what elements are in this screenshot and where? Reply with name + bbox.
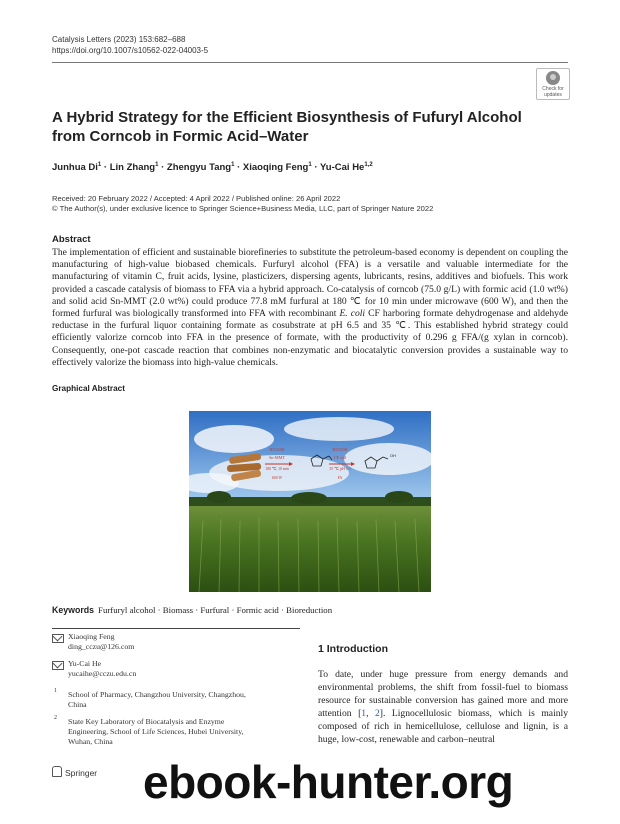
citation-link[interactable]: 1 (361, 708, 367, 720)
footnote-rule (52, 628, 300, 629)
step1-label-mid: Sn-MMT (269, 455, 285, 460)
update-icon (546, 71, 560, 85)
affiliation-line: Engineering, School of Life Sciences, Hubei University, (68, 727, 244, 736)
step2-label-mid: CF cell (333, 455, 347, 460)
intro-part-a: To date, under huge pressure from energy demands and environmental problems, the shift from fossil-fuel to biomass resource for sustainable conversion has gained more and more attention [ (318, 669, 568, 720)
journal-citation: Catalysis Letters (2023) 153:682–688 (52, 35, 186, 44)
header-rule (52, 62, 568, 63)
step2-label-top: HCOOH (332, 447, 348, 452)
author-list: Junhua $Di^1$ · Lin Zhang$^1$ · Zhengyu Tang$^1$ · Xiaoqing Feng$^1$ · Yu-Cai He$^{1,2}$ (52, 162, 373, 174)
cloud (194, 425, 274, 453)
contact-email[interactable]: yucaihe@cczu.edu.cn (68, 669, 137, 678)
watermark: ebook-hunter.org (143, 756, 514, 808)
check-for-updates-badge[interactable] (536, 68, 570, 100)
author-aff: 1 (308, 162, 312, 168)
tree (291, 492, 327, 504)
abstract-organism: E. coli (339, 308, 366, 320)
envelope-icon (52, 634, 64, 643)
dates-line: Received: 20 February 2022 / Accepted: 4 April 2022 / Published online: 26 April 2022 (52, 194, 341, 203)
badge-line1: Check for (542, 86, 564, 92)
affiliation-text (68, 717, 244, 747)
keywords-line (52, 605, 332, 615)
affiliation-line: China (68, 700, 87, 709)
publisher-mark (52, 766, 97, 778)
section-heading-introduction: 1 Introduction (318, 643, 388, 655)
field (189, 506, 431, 592)
tree (207, 491, 231, 503)
affiliation-line: State Key Laboratory of Biocatalysis and Enzyme (68, 717, 225, 726)
author-name[interactable]: Junhua Di (52, 162, 98, 174)
contact-email[interactable]: ding_cczu@126.com (68, 642, 135, 651)
journal-info (52, 34, 208, 56)
author-aff: 1 (155, 162, 159, 168)
product-oh-label: OH (390, 453, 396, 458)
cloud (284, 417, 394, 441)
author-name[interactable]: Lin Zhang (109, 162, 156, 174)
springer-logo-icon (52, 766, 62, 777)
article-title: A Hybrid Strategy for the Efficient Biosynthesis of Fufuryl Alcohol from Corncob in Formic Acid–Water (52, 109, 522, 145)
abstract-text (52, 247, 568, 369)
affiliation-number: 1 (54, 688, 57, 694)
copyright-line: © The Author(s), under exclusive licence to Springer Science+Business Media, LLC, part of Springer Nature 2022 (52, 204, 434, 213)
citation-separator: , (366, 708, 375, 720)
affiliation-line: School of Pharmacy, Changzhou University, Changzhou, (68, 690, 246, 699)
keywords-label: Keywords (52, 605, 95, 615)
affiliation-line: Wuhan, China (68, 737, 113, 746)
citation-link[interactable]: 2 (375, 708, 380, 720)
author-aff: 1,2 (364, 162, 373, 168)
intro-part-b: ]. Lignocellulosic biomass, which is mainly composed of rich in hemicellulose, cellulose and lignin, is a huge, low-cost, renewable and carbon–neutral (318, 708, 568, 746)
contact-block (68, 659, 136, 679)
graphical-abstract-image (189, 411, 431, 592)
affiliation-text (68, 690, 246, 710)
tree (385, 491, 413, 503)
step1-label-bottom: 600 W (271, 476, 283, 480)
step2-conditions: 35 ℃, pH 6.5 (329, 467, 351, 471)
doi-link[interactable]: https://doi.org/10.1007/s10562-022-04003-5 (52, 46, 209, 55)
contact-block (68, 632, 134, 652)
keywords-text: Furfuryl alcohol · Biomass · Furfural · Formic acid · Bioreduction (98, 605, 333, 615)
graphical-abstract-svg (189, 411, 431, 592)
affiliation-number: 2 (54, 715, 57, 721)
author-aff: 1 (231, 162, 235, 168)
corncob-image (227, 453, 262, 482)
contact-name: Yu-Cai He (68, 659, 102, 668)
author-name[interactable]: Zhengyu Tang (166, 162, 232, 174)
author-aff: 1 (97, 162, 102, 168)
step2-label-bottom: FA (337, 476, 343, 480)
author-name[interactable]: Xiaoqing Feng (242, 162, 309, 174)
author-name[interactable]: Yu-Cai He (320, 162, 365, 174)
step1-label-top: HCOOH (269, 447, 285, 452)
abstract-part-b: CF harboring formate dehydrogenase and aldehyde reductase in the furfural liquor containing formate as cosubstrate at pH 6.5 and 35 ℃. This established hybrid strategy could efficiently valorize corncob into FFA in the presence of formate, with the productivity of 0.296 g FFA/(g xylan in corncob). Consequently, one-pot cascade reaction that combines non-enzymatic and biocatalytic conversion provides a sustainable way to effectively valorize the biomass into high-value chemicals. (52, 308, 569, 368)
abstract-part-a: The implementation of efficient and sustainable biorefineries to substitute the petroleum-based economy is dependent on coupling the manufacturing of high-value biobased chemicals. Furfuryl alcohol (FFA) is a versatile and valuable intermediate for the manufacturing of vitamin C, fruit acids, lysine, plasticizers, dispersing agents, lubricants, resins, additives and biofuels. This work provided a cascade catalysis of biomass to FFA via a hybrid approach. Co-catalysis of corncob (75.0 g/L) with formic acid (1.0 wt%) and solid acid Sn-MMT (2.0 wt%) could produce 77.8 mM furfural at 180 ℃ for 10 min under microwave (600 W), and then the formed furfural was biologically transformed into FFA with recombinant (52, 247, 568, 320)
badge-line2: updates (544, 92, 562, 98)
article-dates (52, 194, 433, 214)
envelope-icon (52, 661, 64, 670)
step1-conditions: 180 ℃, 10 min (265, 467, 289, 471)
publisher-name: Springer (65, 768, 98, 778)
graphical-abstract-heading: Graphical Abstract (52, 384, 125, 393)
abstract-heading: Abstract (52, 234, 91, 245)
contact-name: Xiaoqing Feng (68, 632, 115, 641)
introduction-text (318, 668, 568, 747)
